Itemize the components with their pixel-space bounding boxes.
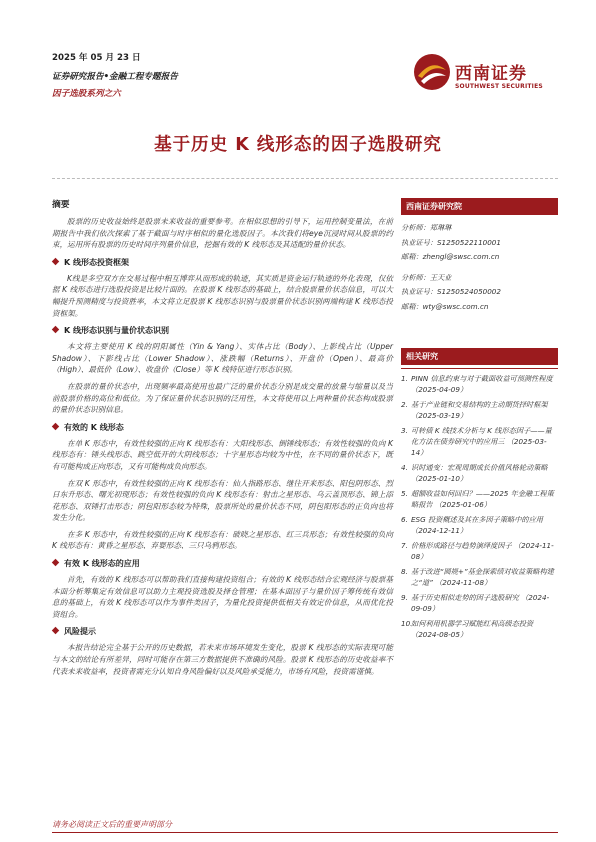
section-paragraph: 在单 K 形态中，有效性较强的正向 K 线形态有：大阳线形态、倒锤线形态；有效性较强的负向 K 线形态有：锤头线形态、跳空低开的大阴线形态；十字星形态均较为中性，在不同的量价状态下，既有可能构成正向形态，又有可能构成负向形态。 (52, 438, 393, 471)
related-item[interactable] (401, 399, 558, 421)
analyst-name: 分析师：王天业 (401, 272, 452, 282)
related-item[interactable] (401, 540, 558, 562)
related-item-text: PINN 信息约束与对于截面收益可预测性程度 （2025-04-09） (411, 374, 553, 394)
related-item-number: 5. (401, 489, 408, 498)
section-title: 有效的 K 线形态 (64, 422, 124, 432)
related-item-number: 10. (401, 619, 413, 628)
logo-name-cn: 西南证券 (455, 64, 527, 84)
related-item[interactable] (401, 566, 558, 588)
analyst-email[interactable]: 邮箱：wty@swsc.com.cn (401, 301, 489, 311)
section-title: K 线形态识别与量价状态识别 (64, 326, 169, 336)
section-paragraph: 首先，有效的 K 线形态可以帮助我们直接构建投资组合；有效的 K 线形态结合宏观经济与股票基本面分析筹集定有效信息可以助力主观投资选股及择仓管理；在基本面因子与量价因子筹传统有效信息的基础上，有效 K 线形态可以作为事件类因子，为量化投资提供低相关有效定价信息，从而优化投资组合。 (52, 575, 393, 619)
bullet-diamond-icon (52, 258, 59, 265)
related-item-number: 4. (401, 463, 408, 472)
abstract-column (52, 197, 393, 682)
related-item-number: 3. (401, 426, 408, 435)
related-item-number: 6. (401, 515, 408, 524)
related-item-text: 超额收益如何回归？——2025 年金融工程策略报告 （2025-01-06） (411, 489, 554, 509)
related-item-number: 2. (401, 400, 408, 409)
section-paragraph: 本报告结论完全基于公开的历史数据，若未来市场环境发生变化，股票 K 线形态的实际表现可能与本文的结论有所差异，同时可能存在第三方数据提供不准确的风险。股票 K 线形态的历史收益率不代表未来收益率，投资者需充分认知自身风险偏好以及风险承受能力，市场有风险，投资需谨慎。 (52, 643, 393, 676)
related-item-text: 价格形成路径与趋势演绎度因子 （2024-11-08） (411, 541, 554, 561)
analyst-name: 分析师：郑琳琳 (401, 223, 452, 232)
related-item[interactable] (401, 425, 558, 458)
related-item-text: 基于改进“圆规+”基金探索绩对收益策略构建之“道” （2024-11-08） (411, 567, 554, 587)
logo-name-en: SOUTHWEST SECURITIES (455, 83, 543, 90)
company-logo (412, 52, 552, 96)
report-series: 因子选股系列之六 (52, 89, 121, 99)
related-heading: 相关研究 (401, 348, 558, 365)
section-paragraph: 在多 K 形态中，有效性较强的正向 K 线形态有：破晓之星形态、红三兵形态；有效性较强的负向 K 线形态有：黄昏之星形态、弃婴形态、三只乌鸦形态。 (52, 529, 393, 551)
analyst-cert: 执业证号：S1250524050002 (401, 287, 501, 296)
footer-divider (52, 832, 558, 833)
section-paragraph: K线是多空双方在交易过程中相互博弈从而形成的轨迹，其实质是资金运行轨迹的外化表现，仅依据 K 线形态进行选股投资是比较片面的。在股票 K 线形态的基础上，结合股票量价状态信息，可以大幅提升预测精度与投资胜率，本文将立足股票 K 线形态识别与股票量价状态识别两端构建 K 线形态投资框架。 (52, 273, 393, 318)
bullet-diamond-icon (52, 559, 59, 566)
section-heading-risk (52, 626, 393, 637)
institute-heading: 西南证券研究院 (401, 198, 558, 215)
sidebar (401, 198, 558, 640)
section-title: 有效 K 线形态的应用 (64, 559, 140, 569)
section-heading-application (52, 558, 393, 569)
related-item-number: 9. (401, 593, 408, 602)
section-heading-framework (52, 257, 393, 268)
related-list (401, 373, 558, 640)
section-heading-effective (52, 422, 393, 433)
related-item[interactable] (401, 592, 558, 614)
related-item-text: 如何利用机器学习赋能红利高级态投资 （2024-08-05） (411, 619, 534, 639)
report-title: 基于历史 K 线形态的因子选股研究 (154, 135, 442, 155)
related-item[interactable] (401, 373, 558, 395)
related-item-text: 基于产业链和交易结构的主动期货择时框架 （2025-03-19） (411, 400, 548, 420)
related-item[interactable] (401, 462, 558, 484)
abstract-intro: 股票的历史收益始终是股票未来收益的重要参考。在相似思想的引导下，运用控制变量法，在前期报告中我们依次探索了基于截面与时序相似的量化选股因子。本次我们将eye沉浸时间从股票的约束，运用所有股票的历史时间序列量价信息，挖掘有效的 K 线形态及其适配的量价状态。 (52, 217, 393, 250)
section-paragraph: 在股票的量价状态中，出现频率最高使用也最广泛的量价状态分别是成交量的放量与缩量以及当前股票价格的高位和低位。为了保证量价状态识别的泛用性，本文将使用以上两种量价状态构成股票的量价状态识别信息。 (52, 381, 393, 415)
related-item[interactable] (401, 514, 558, 536)
related-item[interactable] (401, 488, 558, 510)
abstract-heading: 摘要 (52, 200, 70, 210)
bullet-diamond-icon (52, 423, 59, 430)
logo-emblem-icon (412, 52, 452, 92)
related-item-number: 8. (401, 567, 408, 576)
bullet-diamond-icon (52, 326, 59, 333)
related-item-text: 识时通变：宏观周期成长价值风格轮动策略 （2025-01-10） (411, 463, 548, 483)
section-paragraph: 在双 K 形态中，有效性较强的正向 K 线形态有：仙人指路形态、继往开来形态、阳包阴形态、烈日东升形态、曙光初现形态；有效性较强的负向 K 线形态有：射击之星形态、乌云盖顶形态、锦上添花形态、双锤打击形态；阴包阳形态较为特殊，股票所处的量价状态不同，阴包阳形态的正负向也将发生分化。 (52, 478, 393, 523)
section-title: K 线形态投资框架 (64, 257, 129, 267)
analyst-cert: 执业证号：S1250522110001 (401, 237, 501, 247)
related-divider (401, 368, 558, 369)
analyst-email[interactable]: 邮箱：zhengl@swsc.com.cn (401, 252, 500, 261)
section-title: 风险提示 (64, 627, 96, 637)
section-paragraph: 本文将主要使用 K 线的阴阳属性（Yin & Yang）、实体占比（Body）、上影线占比（Upper Shadow）、下影线占比（Lower Shadow）、涨跌幅（Returns）、开盘价（Open）、最高价（High）、最低价（Low）、收盘价（Close）等 K 线特征进行形态识别。 (52, 342, 393, 375)
related-item-number: 1. (401, 374, 408, 383)
report-type: 证券研究报告•金融工程专题报告 (52, 72, 178, 82)
report-date: 2025 年 05 月 23 日 (52, 53, 141, 63)
related-item[interactable] (401, 618, 558, 640)
related-item-text: 基于历史相似走势的因子选股研究 （2024-09-09） (411, 593, 550, 613)
bullet-diamond-icon (52, 627, 59, 634)
related-item-number: 7. (401, 541, 408, 550)
footer-disclaimer: 请务必阅读正文后的重要声明部分 (52, 820, 172, 829)
related-item-text: 可转债 K 线技术分析与 K 线形态因子——量化方法在债券研究中的应用三 （2025-03-14） (411, 426, 552, 457)
title-divider (52, 178, 558, 179)
related-item-text: ESG 投资概述及其在多因子策略中的应用 （2024-12-11） (411, 515, 543, 535)
section-heading-recognition (52, 325, 393, 336)
